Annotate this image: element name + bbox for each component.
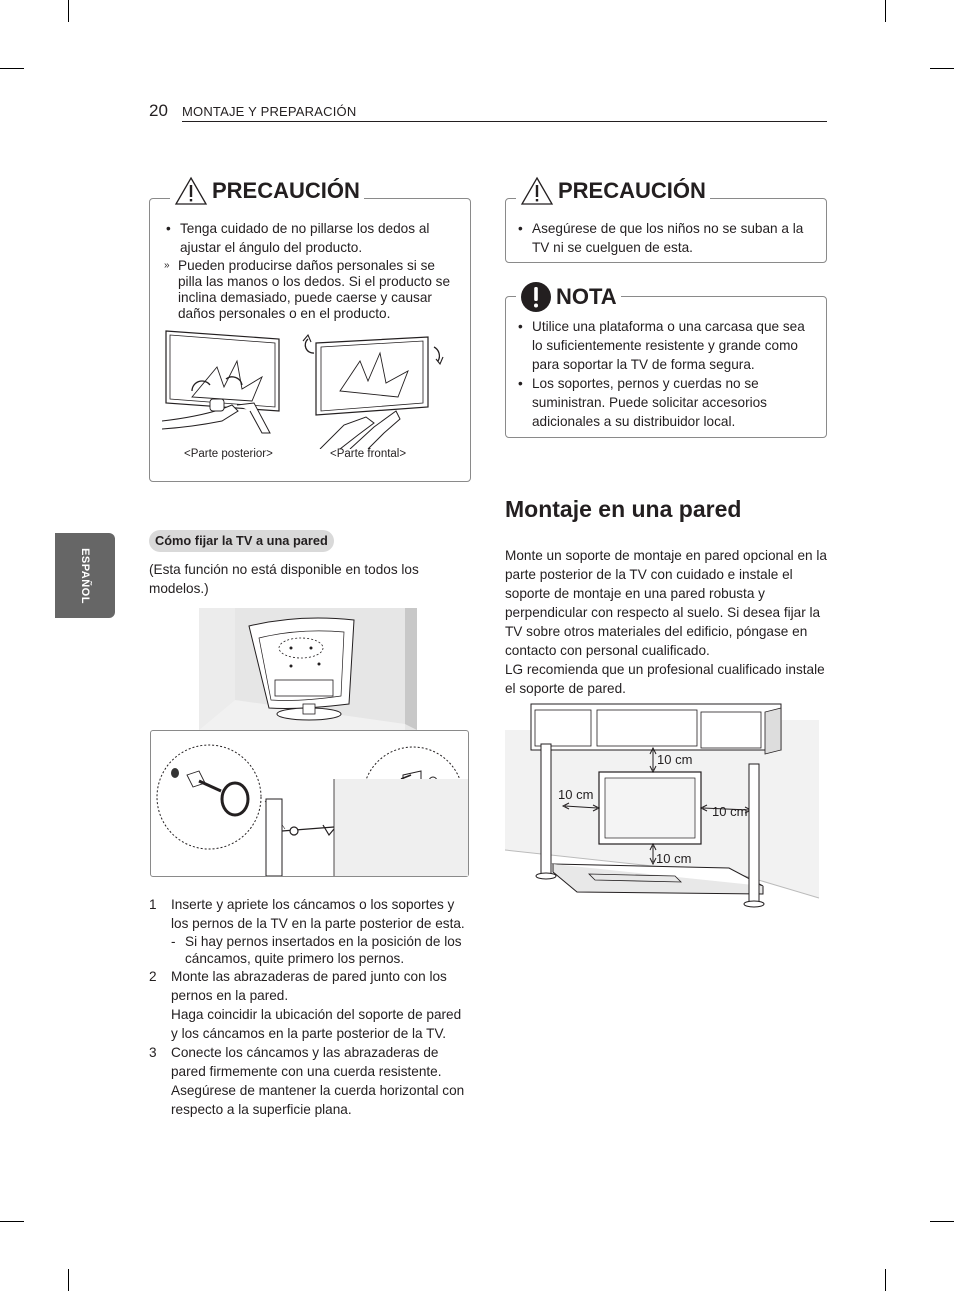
bolt-detail-illustration [151,731,468,876]
tv-back-wall-illustration [199,608,417,730]
clearance-left-label: 10 cm [558,787,594,802]
wall-mount-paragraph: Monte un soporte de montaje en pared opcional en la parte posterior de la TV con cuidado e instale el soporte de montaje en una pared robusta y perpendicular con respecto al suelo. Si desea fijar la TV sobre otros materiales del edificio, póngase en contacto con personal cualificado. [505,548,827,658]
wall-clearance-illustration [505,700,823,912]
step-text: Inserte y apriete los cáncamos o los soportes y los pernos de la TV en la parte posterior de esta. [171,897,465,931]
caption-front: <Parte frontal> [330,448,407,460]
step-item: 1 Inserte y apriete los cáncamos o los soportes y los pernos de la TV en la parte posterior de esta. - Si hay pernos insertados en la posición de los cáncamos, quite primero los pernos. [149,897,465,966]
crop-mark [930,68,954,69]
step-item [149,967,467,1043]
bolt-detail-box [150,730,469,877]
wall-mount-heading: Montaje en una pared [505,496,742,522]
crop-mark [68,0,69,22]
step-number: 2 [149,969,157,984]
tv-front-illustration [300,331,460,449]
step-subnote: Si hay pernos insertados en la posición de los cáncamos, quite primero los pernos. [185,934,462,966]
header-rule [182,121,827,122]
step-extra: Haga coincidir la ubicación del soporte de pared y los cáncamos en la parte posterior de la TV. [171,1007,462,1041]
language-tab [55,533,115,618]
note-box [505,284,827,438]
caution-bullet: • Asegúrese de que los niños no se suban a la TV ni se cuelguen de esta. [518,219,814,257]
wall-mount-recommendation: LG recomienda que un profesional cualificado instale el soporte de pared. [505,662,825,696]
language-tab-label: ESPAÑOL [79,547,91,604]
section-title: MONTAJE Y PREPARACIÓN [182,104,357,119]
step-text: Conecte los cáncamos y las abrazaderas de pared firmemente con una cuerda resistente. [171,1045,442,1079]
clearance-bottom-label: 10 cm [656,851,692,866]
step-number: 1 [149,897,157,912]
step-extra: Asegúrese de mantener la cuerda horizontal con respecto a la superficie plana. [171,1083,465,1117]
step-item [149,1043,467,1119]
caption-rear: <Parte posterior> [184,448,273,460]
crop-mark [930,1221,954,1222]
caution-title-text: PRECAUCIÓN [212,178,360,203]
step-text: Monte las abrazaderas de pared junto con los pernos en la pared. [171,969,447,1003]
exclamation-icon [520,281,552,313]
caution-title-right [516,176,710,206]
warning-icon [520,176,554,206]
caution-bullet: • Tenga cuidado de no pillarse los dedos al ajustar el ángulo del producto. [166,219,454,257]
note-title [516,281,621,313]
crop-mark [885,1269,886,1291]
crop-mark [0,68,24,69]
note-bullet: • Los soportes, pernos y cuerdas no se suministran. Puede solicitar accesorios adicionales a su distribuidor local. [518,374,814,431]
caution-sub: » Pueden producirse daños personales si se pilla las manos o los dedos. Si el producto se inclina demasiado, puede caerse y causar daños personales o en el producto. [164,258,454,322]
caution-box-right [505,178,827,263]
caution-box-left [149,178,471,482]
warning-icon [174,176,208,206]
crop-mark [0,1221,24,1222]
clearance-right-label: 10 cm [712,804,748,819]
caution-title-left [170,176,364,206]
section-pill: Cómo fijar la TV a una pared [149,530,334,552]
tv-rear-illustration [162,329,287,437]
caution-title-text: PRECAUCIÓN [558,178,706,203]
crop-mark [68,1269,69,1291]
page-number: 20 [149,101,168,120]
note-bullet: • Utilice una plataforma o una carcasa que sea lo suficientemente resistente y grande como para soportar la TV de forma segura. [518,317,814,374]
availability-note: (Esta función no está disponible en todos los modelos.) [149,562,419,596]
step-number: 3 [149,1045,157,1060]
clearance-top-label: 10 cm [657,752,693,767]
note-title-text: NOTA [556,284,617,309]
crop-mark [885,0,886,22]
